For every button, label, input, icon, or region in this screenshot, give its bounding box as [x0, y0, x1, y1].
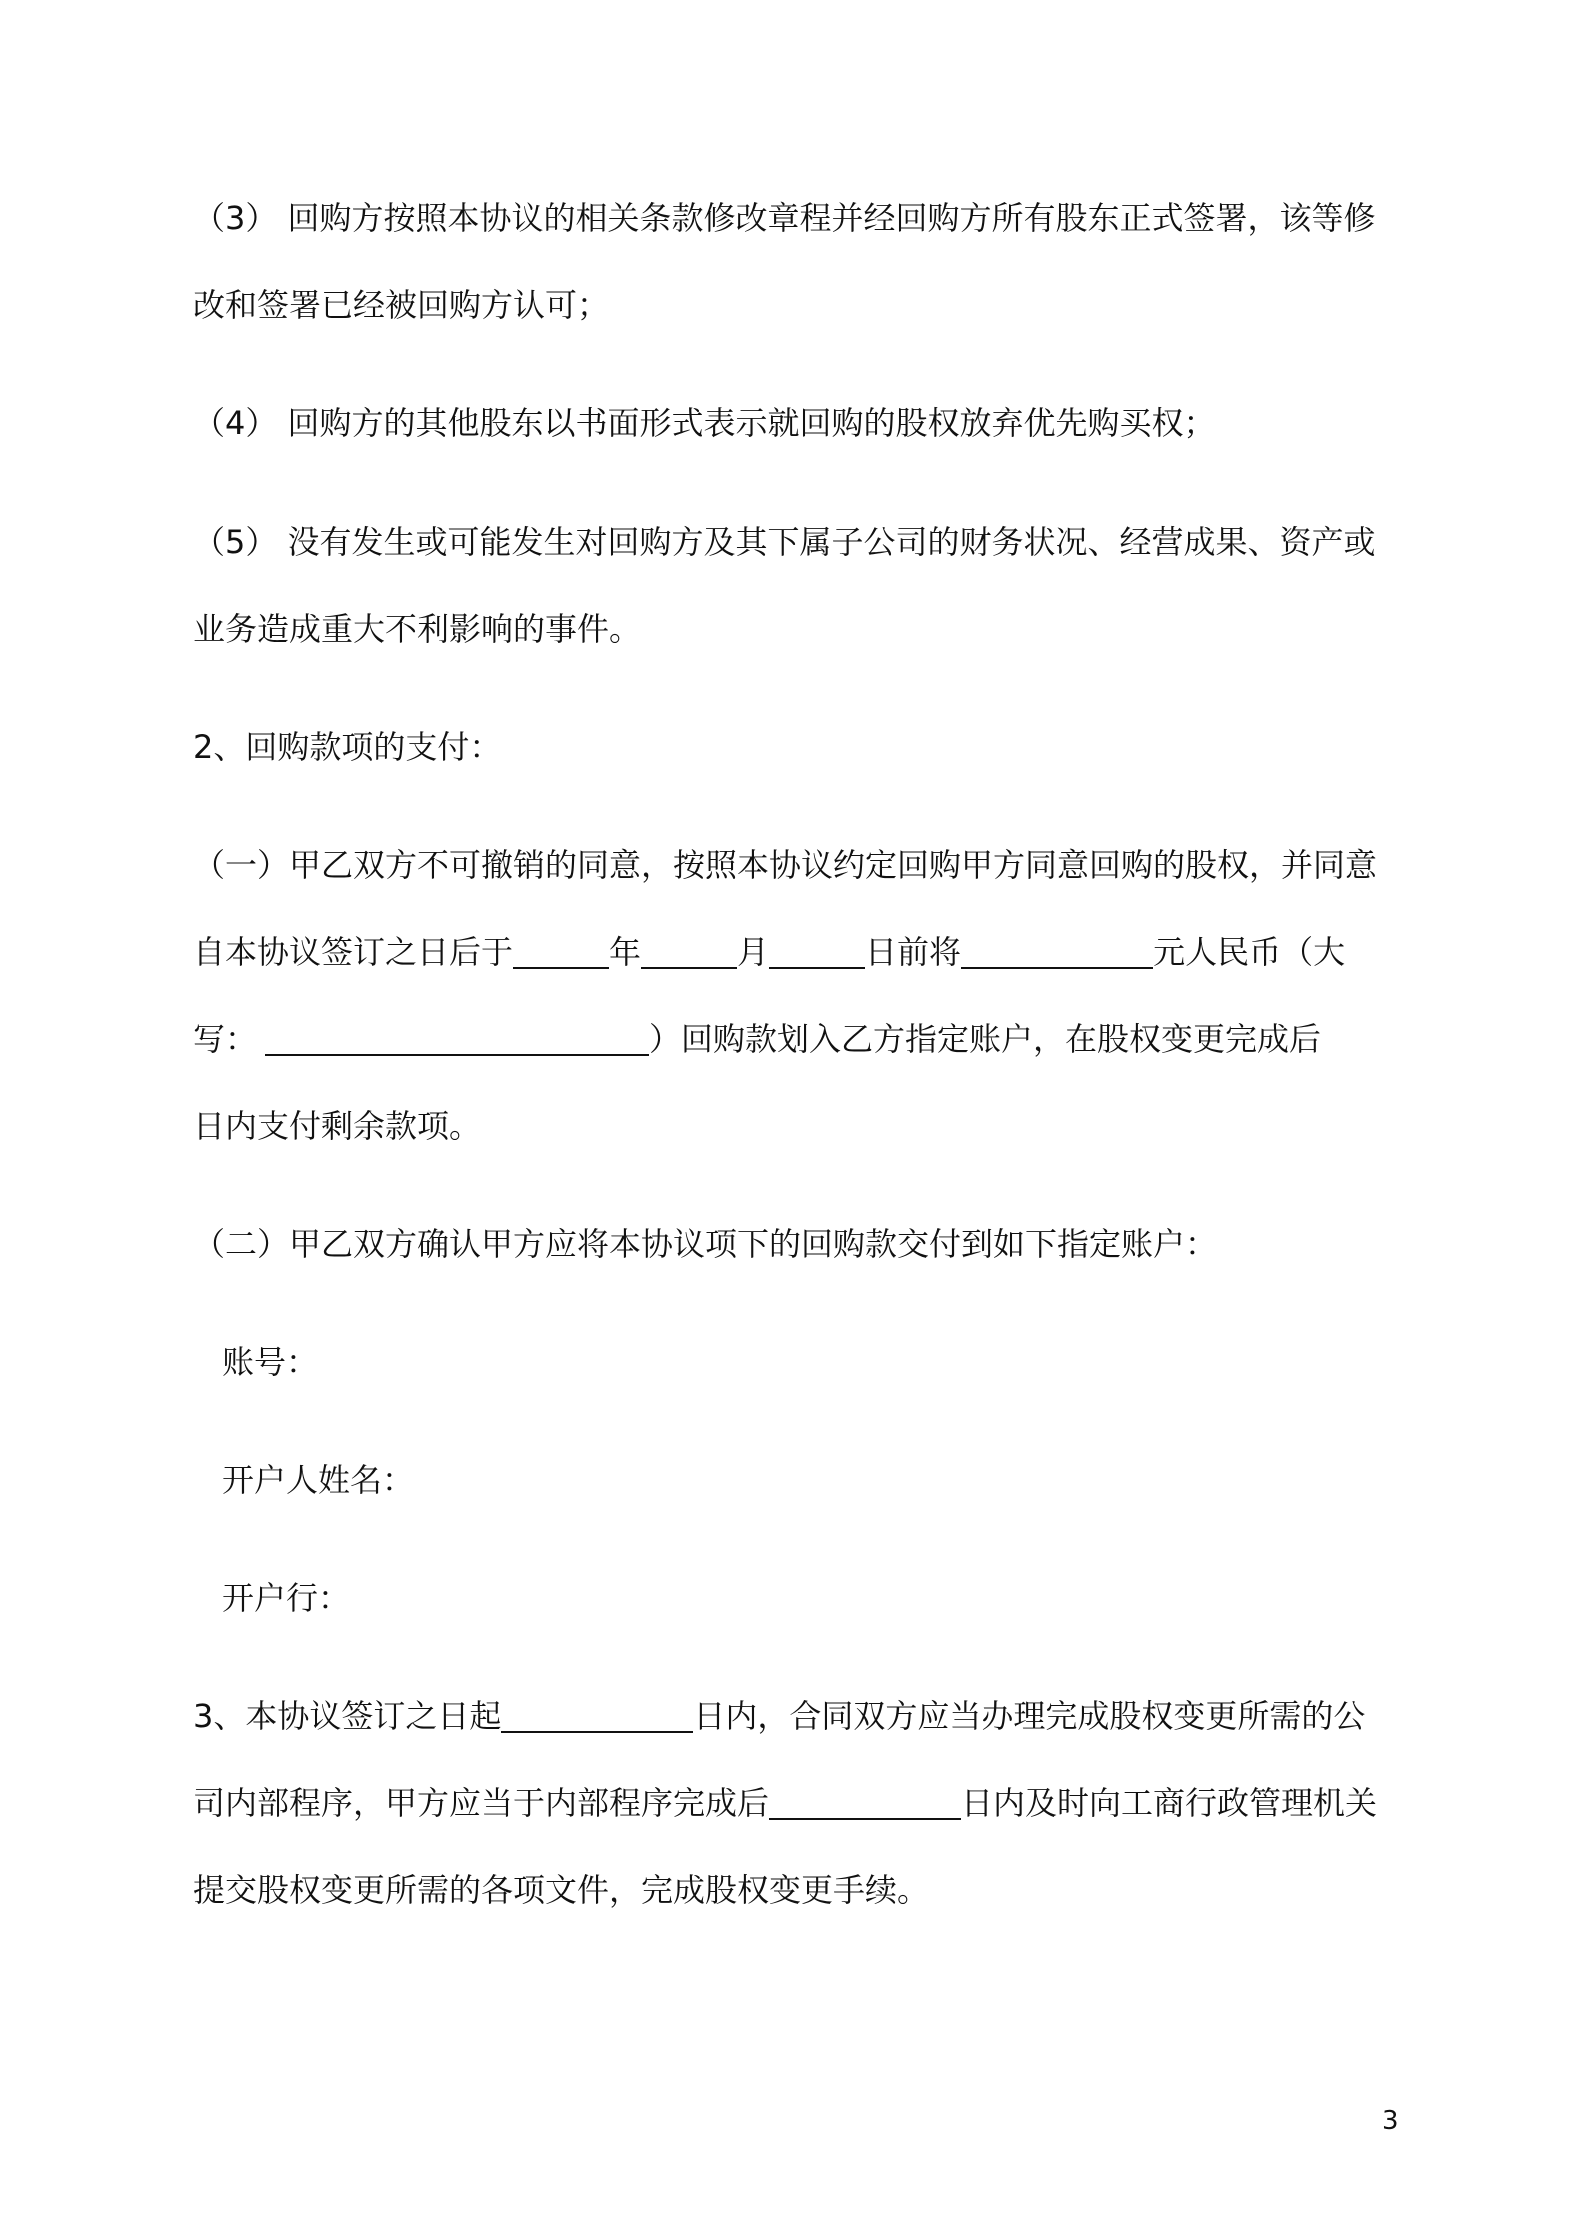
sub-1-line-2-text-d: 日前将	[865, 933, 962, 971]
sub-1-line-2-text-a: 自本协议签订之日后于	[193, 933, 514, 971]
sub-1-line-2-text-e: 元人民币（大	[1153, 933, 1346, 971]
clause-3-line-2-text-a: 司内部程序，甲方应当于内部程序完成后	[193, 1784, 770, 1822]
clause-3-line-1-text-a: 3、本协议签订之日起	[193, 1697, 502, 1735]
amount-blank[interactable]	[961, 935, 1153, 969]
bank-label: 开户行：	[222, 1579, 351, 1617]
month-blank[interactable]	[641, 935, 737, 969]
days-blank-1[interactable]	[501, 1699, 693, 1733]
clause-3-line-2-text-b: 日内及时向工商行政管理机关	[961, 1784, 1378, 1822]
clause-3-line-2	[193, 1783, 1377, 1823]
item-5-line-2: 业务造成重大不利影响的事件。	[193, 610, 642, 648]
clause-2-heading: 2、回购款项的支付：	[193, 728, 502, 766]
item-5-line-1: （5） 没有发生或可能发生对回购方及其下属子公司的财务状况、经营成果、资产或	[193, 523, 1376, 561]
sub-1-line-1: （一）甲乙双方不可撤销的同意，按照本协议约定回购甲方同意回购的股权，并同意	[193, 846, 1378, 884]
days-blank-2[interactable]	[769, 1786, 961, 1820]
capital-amount-blank[interactable]	[265, 1022, 649, 1056]
account-holder-label: 开户人姓名：	[222, 1461, 415, 1499]
item-4-line-1: （4） 回购方的其他股东以书面形式表示就回购的股权放弃优先购买权；	[193, 404, 1216, 442]
year-label: 年	[609, 933, 642, 971]
year-blank[interactable]	[513, 935, 609, 969]
sub-1-line-3	[193, 1019, 1321, 1059]
item-3-line-2: 改和签署已经被回购方认可；	[193, 286, 610, 324]
item-3-line-1: （3） 回购方按照本协议的相关条款修改章程并经回购方所有股东正式签署，该等修	[193, 199, 1376, 237]
sub-2-line-1: （二）甲乙双方确认甲方应将本协议项下的回购款交付到如下指定账户：	[193, 1225, 1218, 1263]
page-number: 3	[1382, 2106, 1399, 2136]
clause-3-line-1	[193, 1696, 1365, 1736]
sub-1-line-2	[193, 932, 1345, 972]
capital-amount-label: 写：	[193, 1020, 258, 1058]
day-blank[interactable]	[769, 935, 865, 969]
month-label: 月	[737, 933, 770, 971]
sub-1-line-4: 日内支付剩余款项。	[193, 1107, 482, 1145]
clause-3-line-3: 提交股权变更所需的各项文件，完成股权变更手续。	[193, 1871, 930, 1909]
account-number-label: 账号：	[222, 1343, 319, 1381]
sub-1-line-3-text-b: ）回购款划入乙方指定账户，在股权变更完成后	[649, 1020, 1322, 1058]
clause-3-line-1-text-b: 日内，合同双方应当办理完成股权变更所需的公	[693, 1697, 1366, 1735]
